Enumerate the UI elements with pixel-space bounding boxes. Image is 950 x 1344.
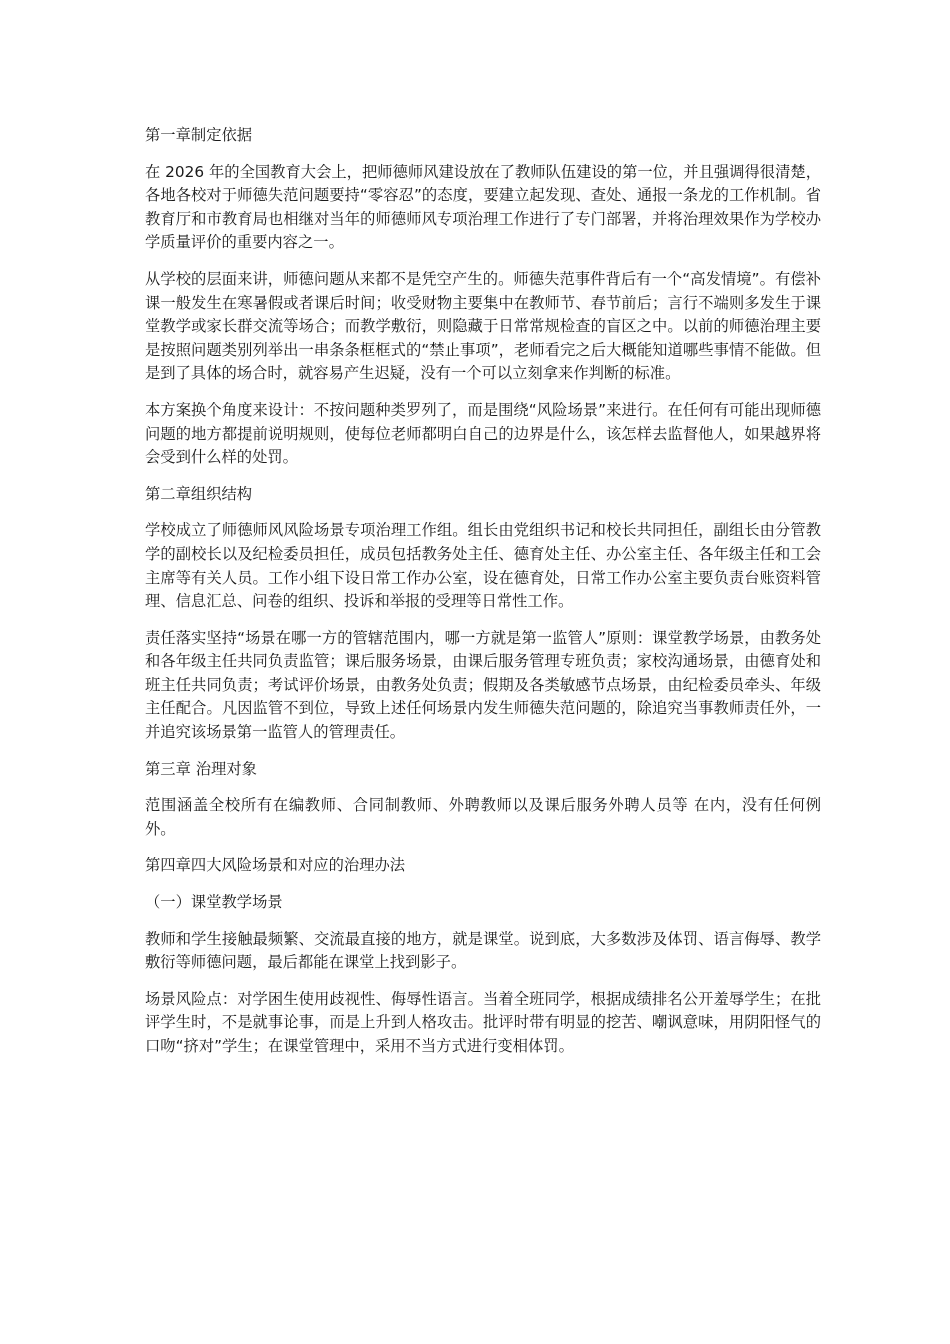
chapter-4-heading: 第四章四大风险场景和对应的治理办法 <box>145 856 406 875</box>
chapter-1-paragraph-3: 本方案换个角度来设计：不按问题种类罗列了，而是围绕“风险场景”来进行。在任何有可能出现师德问题的地方都提前说明规则，使每位老师都明白自己的边界是什么，该怎样去监督他人，如果越界将会受到什么样的处罚。 <box>145 400 821 467</box>
section-1-paragraph-1: 教师和学生接触最频繁、交流最直接的地方，就是课堂。说到底，大多数涉及体罚、语言侮辱、教学敷衍等师德问题，最后都能在课堂上找到影子。 <box>145 929 821 972</box>
chapter-2-heading: 第二章组织结构 <box>145 484 253 503</box>
chapter-3-heading: 第三章 治理对象 <box>145 759 257 778</box>
document-body <box>145 124 821 1072</box>
chapter-2-paragraph-2: 责任落实坚持“场景在哪一方的管辖范围内，哪一方就是第一监管人”原则：课堂教学场景，由教务处和各年级主任共同负责监管；课后服务场景，由课后服务管理专班负责；家校沟通场景，由德育处和班主任共同负责；考试评价场景，由教务处负责；假期及各类敏感节点场景，由纪检委员牵头、年级主任配合。凡因监管不到位，导致上述任何场景内发生师德失范问题的，除追究当事教师责任外，一并追究该场景第一监管人的管理责任。 <box>145 628 821 742</box>
section-1-heading: （一）课堂教学场景 <box>145 893 283 912</box>
chapter-3-paragraph-1: 范围涵盖全校所有在编教师、合同制教师、外聘教师以及课后服务外聘人员等 在内，没有任何例外。 <box>145 796 821 838</box>
section-1-paragraph-2: 场景风险点：对学困生使用歧视性、侮辱性语言。当着全班同学，根据成绩排名公开羞辱学生；在批评学生时，不是就事论事，而是上升到人格攻击。批评时带有明显的挖苦、嘲讽意味，用阴阳怪气的口吻“挤对”学生；在课堂管理中，采用不当方式进行变相体罚。 <box>145 989 821 1055</box>
chapter-1-paragraph-1: 在 2026 年的全国教育大会上，把师德师风建设放在了教师队伍建设的第一位，并且强调得很清楚，各地各校对于师德失范问题要持“零容忍”的态度，要建立起发现、查处、通报一条龙的工作机制。省教育厅和市教育局也相继对当年的师德师风专项治理工作进行了专门部署，并将治理效果作为学校办学质量评价的重要内容之一。 <box>145 162 821 252</box>
chapter-2-paragraph-1: 学校成立了师德师风风险场景专项治理工作组。组长由党组织书记和校长共同担任，副组长由分管教学的副校长以及纪检委员担任，成员包括教务处主任、德育处主任、办公室主任、各年级主任和工会主席等有关人员。工作小组下设日常工作办公室，设在德育处，日常工作办公室主要负责台账资料管理、信息汇总、问卷的组织、投诉和举报的受理等日常性工作。 <box>145 521 821 611</box>
chapter-1-heading: 第一章制定依据 <box>145 126 253 144</box>
chapter-1-paragraph-2: 从学校的层面来讲，师德问题从来都不是凭空产生的。师德失范事件背后有一个“高发情境”。有偿补课一般发生在寒暑假或者课后时间；收受财物主要集中在教师节、春节前后；言行不端则多发生于课堂教学或家长群交流等场合；而教学敷衍，则隐藏于日常常规检查的盲区之中。以前的师德治理主要是按照问题类别列举出一串条条框框式的“禁止事项”，老师看完之后大概能知道哪些事情不能做。但是到了具体的场合时，就容易产生迟疑，没有一个可以立刻拿来作判断的标准。 <box>145 269 821 383</box>
